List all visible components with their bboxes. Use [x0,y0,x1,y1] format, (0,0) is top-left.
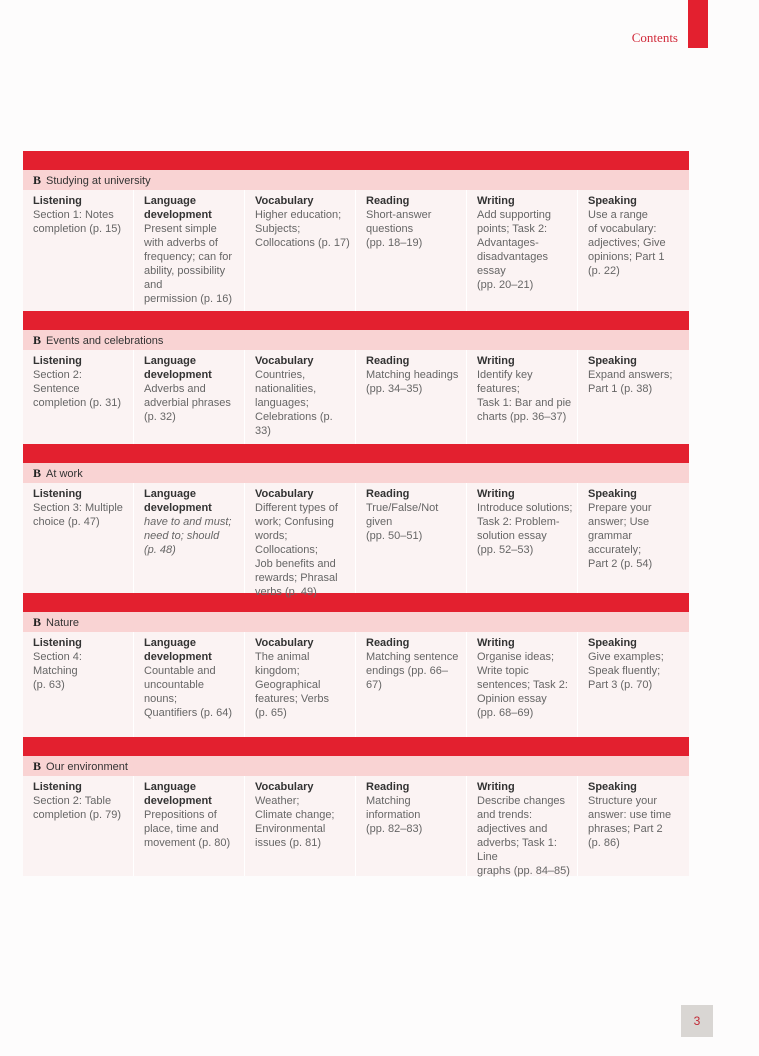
cell-text: Section 2: Sentence completion (p. 31) [33,369,122,409]
unit-header-bar [23,737,689,756]
unit-cell [578,350,689,444]
cell-text: Section 2: Table completion (p. 79) [33,795,122,821]
cell-text: Identify key features; Task 1: Bar and pie charts (pp. 36–37) [477,369,572,423]
unit-subheader [23,170,689,190]
unit-cell [23,776,134,876]
unit-cell [578,190,689,311]
unit-cell [134,190,245,311]
unit-cell [356,190,467,311]
cell-heading: Vocabulary [255,781,314,793]
cell-heading: Listening [33,488,82,500]
cell-text: Higher education; Subjects; Collocations (p. 17) [255,209,350,249]
unit-columns [23,350,689,444]
cell-heading: Listening [33,781,82,793]
unit-header-bar [23,311,689,330]
cell-text: Expand answers; Part 1 (p. 38) [588,369,673,395]
cell-text: have to and must; need to; should (p. 48) [144,516,232,556]
unit-cell [23,632,134,737]
unit-title: Events and celebrations [46,335,164,347]
cell-heading: Reading [366,355,410,367]
unit-title: At work [46,468,83,480]
unit-columns [23,483,689,598]
unit-header-bar [23,444,689,463]
cell-text: Countable and uncountable nouns; Quantifiers (p. 64) [144,665,233,719]
unit-letter: B [33,759,42,773]
unit-cell [245,632,356,737]
unit-cell [134,350,245,444]
cell-heading: Language development [144,781,212,807]
cell-heading: Language development [144,637,212,663]
unit-cell [467,190,578,311]
cell-heading: Writing [477,195,515,207]
cell-text: Matching headings (pp. 34–35) [366,369,459,395]
cell-heading: Writing [477,781,515,793]
cell-text: Prepare your answer; Use grammar accurately; Part 2 (p. 54) [588,502,653,570]
unit-block [23,737,689,876]
unit-subheader [23,756,689,776]
cell-text: Prepositions of place, time and movement (p. 80) [144,809,231,849]
unit-cell [23,350,134,444]
cell-text: Countries, nationalities, languages; Celebrations (p. 33) [255,369,333,437]
cell-text: True/False/Not given (pp. 50–51) [366,502,439,542]
cell-heading: Speaking [588,355,637,367]
cell-heading: Writing [477,488,515,500]
cell-heading: Reading [366,195,410,207]
unit-cell [467,776,578,876]
cell-heading: Reading [366,637,410,649]
unit-cell [134,632,245,737]
unit-title: Our environment [46,761,128,773]
cell-heading: Vocabulary [255,195,314,207]
cell-text: Organise ideas; Write topic sentences; Task 2: Opinion essay (pp. 68–69) [477,651,568,719]
unit-cell [245,483,356,598]
unit-cell [356,350,467,444]
unit-cell [467,350,578,444]
cell-heading: Speaking [588,637,637,649]
unit-cell [356,632,467,737]
cell-heading: Listening [33,355,82,367]
cell-heading: Reading [366,781,410,793]
cell-heading: Vocabulary [255,637,314,649]
unit-block [23,593,689,737]
cell-text: Structure your answer: use time phrases; Part 2 (p. 86) [588,795,672,849]
unit-columns [23,632,689,737]
cell-text: Add supporting points; Task 2: Advantages- disadvantages essay (pp. 20–21) [477,209,551,291]
unit-block [23,151,689,311]
unit-cell [578,483,689,593]
cell-text: Present simple with adverbs of frequency; can for ability, possibility and permission (p. 16) [144,223,233,305]
cell-text: Adverbs and adverbial phrases (p. 32) [144,383,231,423]
cell-text: Describe changes and trends: adjectives and adverbs; Task 1: Line graphs (pp. 84–85) [477,795,570,877]
unit-cell [467,483,578,593]
cell-text: Matching sentence endings (pp. 66–67) [366,651,459,691]
cell-heading: Language development [144,355,212,381]
header-tab-marker [688,0,708,48]
cell-text: Different types of work; Confusing words; Collocations; Job benefits and rewards; Phrasal verbs (p. 49) [255,502,338,598]
unit-letter: B [33,333,42,347]
unit-letter: B [33,615,42,629]
page-number: 3 [681,1005,713,1037]
unit-subheader [23,612,689,632]
unit-header-bar [23,593,689,612]
cell-text: Use a range of vocabulary: adjectives; Give opinions; Part 1 (p. 22) [588,209,666,277]
unit-cell [245,776,356,876]
unit-columns [23,190,689,311]
unit-title: Studying at university [46,175,151,187]
cell-text: Short-answer questions (pp. 18–19) [366,209,432,249]
cell-heading: Speaking [588,488,637,500]
unit-cell [356,483,467,593]
unit-cell [578,632,689,737]
unit-letter: B [33,466,42,480]
unit-cell [578,776,689,876]
unit-cell [467,632,578,737]
cell-heading: Vocabulary [255,488,314,500]
unit-cell [23,190,134,311]
unit-cell [134,483,245,593]
cell-heading: Language development [144,195,212,221]
unit-header-bar [23,151,689,170]
page-header-title: Contents [631,30,678,45]
cell-text: Matching information (pp. 82–83) [366,795,423,835]
cell-heading: Language development [144,488,212,514]
cell-heading: Speaking [588,195,637,207]
unit-cell [245,190,356,311]
unit-letter: B [33,173,42,187]
unit-subheader [23,330,689,350]
unit-cell [134,776,245,876]
unit-cell [23,483,134,593]
cell-text: Introduce solutions; Task 2: Problem- solution essay (pp. 52–53) [477,502,573,556]
contents-table [23,151,689,876]
cell-heading: Reading [366,488,410,500]
cell-heading: Listening [33,195,82,207]
unit-subheader [23,463,689,483]
cell-heading: Speaking [588,781,637,793]
unit-cell [356,776,467,876]
cell-text: Give examples; Speak fluently; Part 3 (p. 70) [588,651,664,691]
unit-block [23,311,689,444]
cell-text: Weather; Climate change; Environmental issues (p. 81) [255,795,335,849]
cell-text: Section 4: Matching (p. 63) [33,651,82,691]
unit-title: Nature [46,617,80,629]
unit-cell [245,350,356,444]
cell-heading: Vocabulary [255,355,314,367]
cell-heading: Writing [477,637,515,649]
cell-text: The animal kingdom; Geographical features; Verbs (p. 65) [255,651,329,719]
unit-block [23,444,689,598]
cell-heading: Listening [33,637,82,649]
cell-heading: Writing [477,355,515,367]
cell-text: Section 3: Multiple choice (p. 47) [33,502,123,528]
cell-text: Section 1: Notes completion (p. 15) [33,209,122,235]
unit-columns [23,776,689,876]
